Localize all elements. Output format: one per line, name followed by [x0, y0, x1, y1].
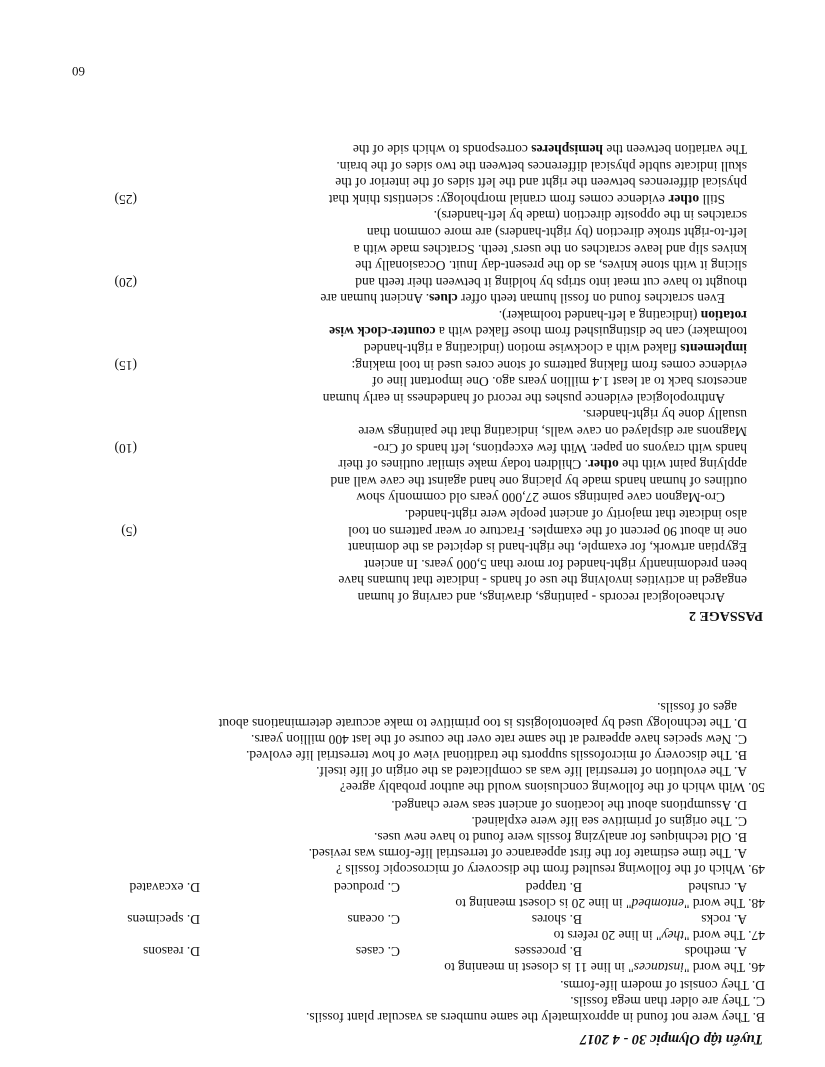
passage-line	[107, 389, 747, 406]
passage-line-text: usually done by right-handers.	[582, 407, 747, 423]
passage-line	[107, 273, 747, 290]
passage-line	[107, 306, 747, 323]
q49-stem: 49. Which of the following resulted from the discovery of microscopic fossils ?	[335, 862, 765, 877]
page-header: Tuyển tập Olympic 30 - 4 2017	[579, 1031, 763, 1047]
q45-option-b: B. They were not found in approximately the same numbers as vascular plant fossils.	[305, 1010, 765, 1025]
passage-line	[107, 290, 747, 307]
q49-option-d: D. Assumptions about the locations of ancient seas were changed.	[391, 798, 747, 813]
passage-line-text: applying paint with the other. Children today make similar outlines of their	[338, 457, 747, 473]
passage-line-text: left-to-right stroke direction (by right-handers) are more common than	[366, 224, 747, 240]
passage-line	[107, 472, 747, 489]
passage-line	[107, 157, 747, 174]
page-number: 60	[72, 64, 85, 79]
passage-line-text: Cro-Magnon cave paintings some 27,000 years old commonly show	[356, 490, 725, 506]
passage-line-text: Anthropological evidence pushes the record of handedness in early human	[322, 390, 725, 406]
passage-title: PASSAGE 2	[688, 608, 763, 623]
passage-line	[107, 439, 747, 456]
line-number: (5)	[121, 523, 137, 539]
passage-line-text: hands with crayons on paper. With few exceptions, left hands of Cro-	[373, 440, 747, 456]
passage-line	[107, 406, 747, 423]
passage-line-text: also indicate that majority of ancient people were right-handed.	[404, 507, 747, 523]
q47-option-a: A. rocks	[701, 912, 747, 927]
q48-option-c: C. produced	[334, 880, 400, 895]
q46-option-a: A. methods	[684, 944, 747, 959]
passage-line-text: implements flaked with a clockwise motion (indicating a right-handed	[363, 341, 747, 357]
line-number: (10)	[114, 440, 137, 456]
passage-line	[107, 257, 747, 274]
q48-option-b: B. trapped	[525, 880, 582, 895]
q46-option-c: C. cases	[355, 944, 400, 959]
q49-option-b: B. Old techniques for analyzing fossils were found to have new uses.	[373, 830, 747, 845]
passage-line	[107, 174, 747, 191]
q46-option-d: D. reasons	[143, 944, 200, 959]
q47-option-c: C. oceans	[347, 912, 400, 927]
q49-option-a: A. The time estimate for the first appearance of terrestrial life-forms was revised.	[308, 846, 747, 861]
passage-line-text: evidence comes from flaking patterns of stone cores used in tool making:	[351, 357, 747, 373]
passage-line	[107, 555, 747, 572]
q47-options	[65, 911, 765, 927]
passage-line-text: knives slip and leave scratches on the users' teeth. Scratches made with a	[353, 241, 747, 257]
passage-line	[107, 505, 747, 522]
passage-line-text: The variation between the hemispheres corresponds to which side of the	[352, 141, 747, 157]
q50-option-d-continuation: ages of fossils.	[657, 700, 737, 715]
line-number: (20)	[114, 274, 137, 290]
passage-line-text: Archaeological records - paintings, drawings, and carving of human	[357, 590, 725, 605]
question-46	[65, 943, 765, 975]
question-49	[65, 797, 765, 877]
passage-line-text: Magnons are displayed on cave walls, indicating that the paintings were	[358, 424, 747, 440]
passage-line	[107, 207, 747, 224]
passage-line	[107, 240, 747, 257]
passage-line-text: ancestors back to at least 1.4 million years ago. One important line of	[372, 374, 747, 390]
passage-line	[107, 323, 747, 340]
passage-line-text: scratches in the opposite direction (made by left-handers).	[433, 208, 747, 224]
line-number: (15)	[114, 357, 137, 373]
q50-option-d: D. The technology used by paleontologists is too primitive to make accurate determinations about	[218, 716, 747, 731]
question-45-tail	[65, 977, 765, 1025]
q46-options	[65, 943, 765, 959]
q47-option-b: B. shores	[531, 912, 582, 927]
question-47	[65, 911, 765, 943]
q47-option-d: D. specimens	[127, 912, 200, 927]
q48-options	[65, 879, 765, 895]
passage-line-text: Even scratches found on fossil human teeth offer clues. Ancient human are	[320, 291, 725, 307]
passage-line	[107, 356, 747, 373]
q50-option-a: A. The evolution of terrestrial life was as complicated as the origin of life itself.	[316, 764, 747, 779]
q49-option-c: C. The origins of primitive sea life were explained.	[471, 814, 747, 829]
q48-option-d: D. excavated	[129, 880, 200, 895]
passage-text	[107, 140, 747, 605]
passage-line	[107, 140, 747, 157]
q46-option-b: B. processes	[514, 944, 582, 959]
passage-line-text: toolmaker) can be distinguished from those flaked with a counter-clock wise	[329, 324, 747, 340]
passage-line	[107, 489, 747, 506]
passage-line	[107, 223, 747, 240]
passage-line-text: physical differences between the right and the left sides of the interior of the	[335, 175, 747, 191]
passage-line-text: thought to have cut meat into strips by holding it between their teeth and	[355, 274, 747, 290]
passage-line-text: engaged in activities involving the use of hands - indicate that humans have	[338, 573, 747, 589]
passage-line	[107, 456, 747, 473]
q47-stem: 47. The word "they" in line 20 refers to	[553, 928, 765, 943]
q46-stem: 46. The word "instances" in line 11 is closest in meaning to	[444, 960, 765, 975]
passage-line	[107, 422, 747, 439]
q50-option-c: C. New species have appeared at the same rate over the course of the last 400 million years.	[251, 732, 747, 747]
passage-line	[107, 373, 747, 390]
passage-line	[107, 340, 747, 357]
q48-stem: 48. The word "entombed" in line 20 is closest meaning to	[455, 896, 765, 911]
question-50	[65, 699, 765, 795]
passage-line	[107, 572, 747, 589]
passage-line-text: slicing it with stone knives, as do the present-day Inuit. Occasionally the	[355, 258, 747, 274]
passage-line	[107, 539, 747, 556]
passage-line-text: one in about 90 percent of the examples. Fracture or wear patterns on tool	[348, 523, 747, 539]
q45-option-d: D. They consist of modern life-forms.	[560, 978, 765, 993]
passage-line	[107, 190, 747, 207]
passage-line-text: outlines of human hands made by placing one hand against the cave wall and	[330, 473, 747, 489]
passage-line-text: rotation (indicating a left-handed toolmaker).	[498, 307, 747, 323]
passage-line-text: Egyptian artwork, for example, the right-hand is depicted as the dominant	[348, 540, 747, 556]
passage-line-text: Still other evidence comes from cranial morphology: scientists think that	[328, 191, 725, 207]
passage-line	[107, 522, 747, 539]
q48-option-a: A. crushed	[688, 880, 747, 895]
q50-stem: 50. With which of the following conclusions would the author probably agree?	[339, 780, 765, 795]
q50-option-b: B. The discovery of microfossils supports the traditional view of how terrestrial life evolved.	[245, 748, 747, 763]
passage-line	[107, 588, 747, 605]
line-number: (25)	[114, 191, 137, 207]
question-48	[65, 879, 765, 911]
passage-line-text: skull indicate subtle physical differences between the two sides of the brain.	[336, 158, 747, 174]
passage-line-text: been predominantly right-handed for more than 5,000 years. In ancient	[364, 556, 747, 572]
q45-option-c: C. They are older than mega fossils.	[570, 994, 765, 1009]
